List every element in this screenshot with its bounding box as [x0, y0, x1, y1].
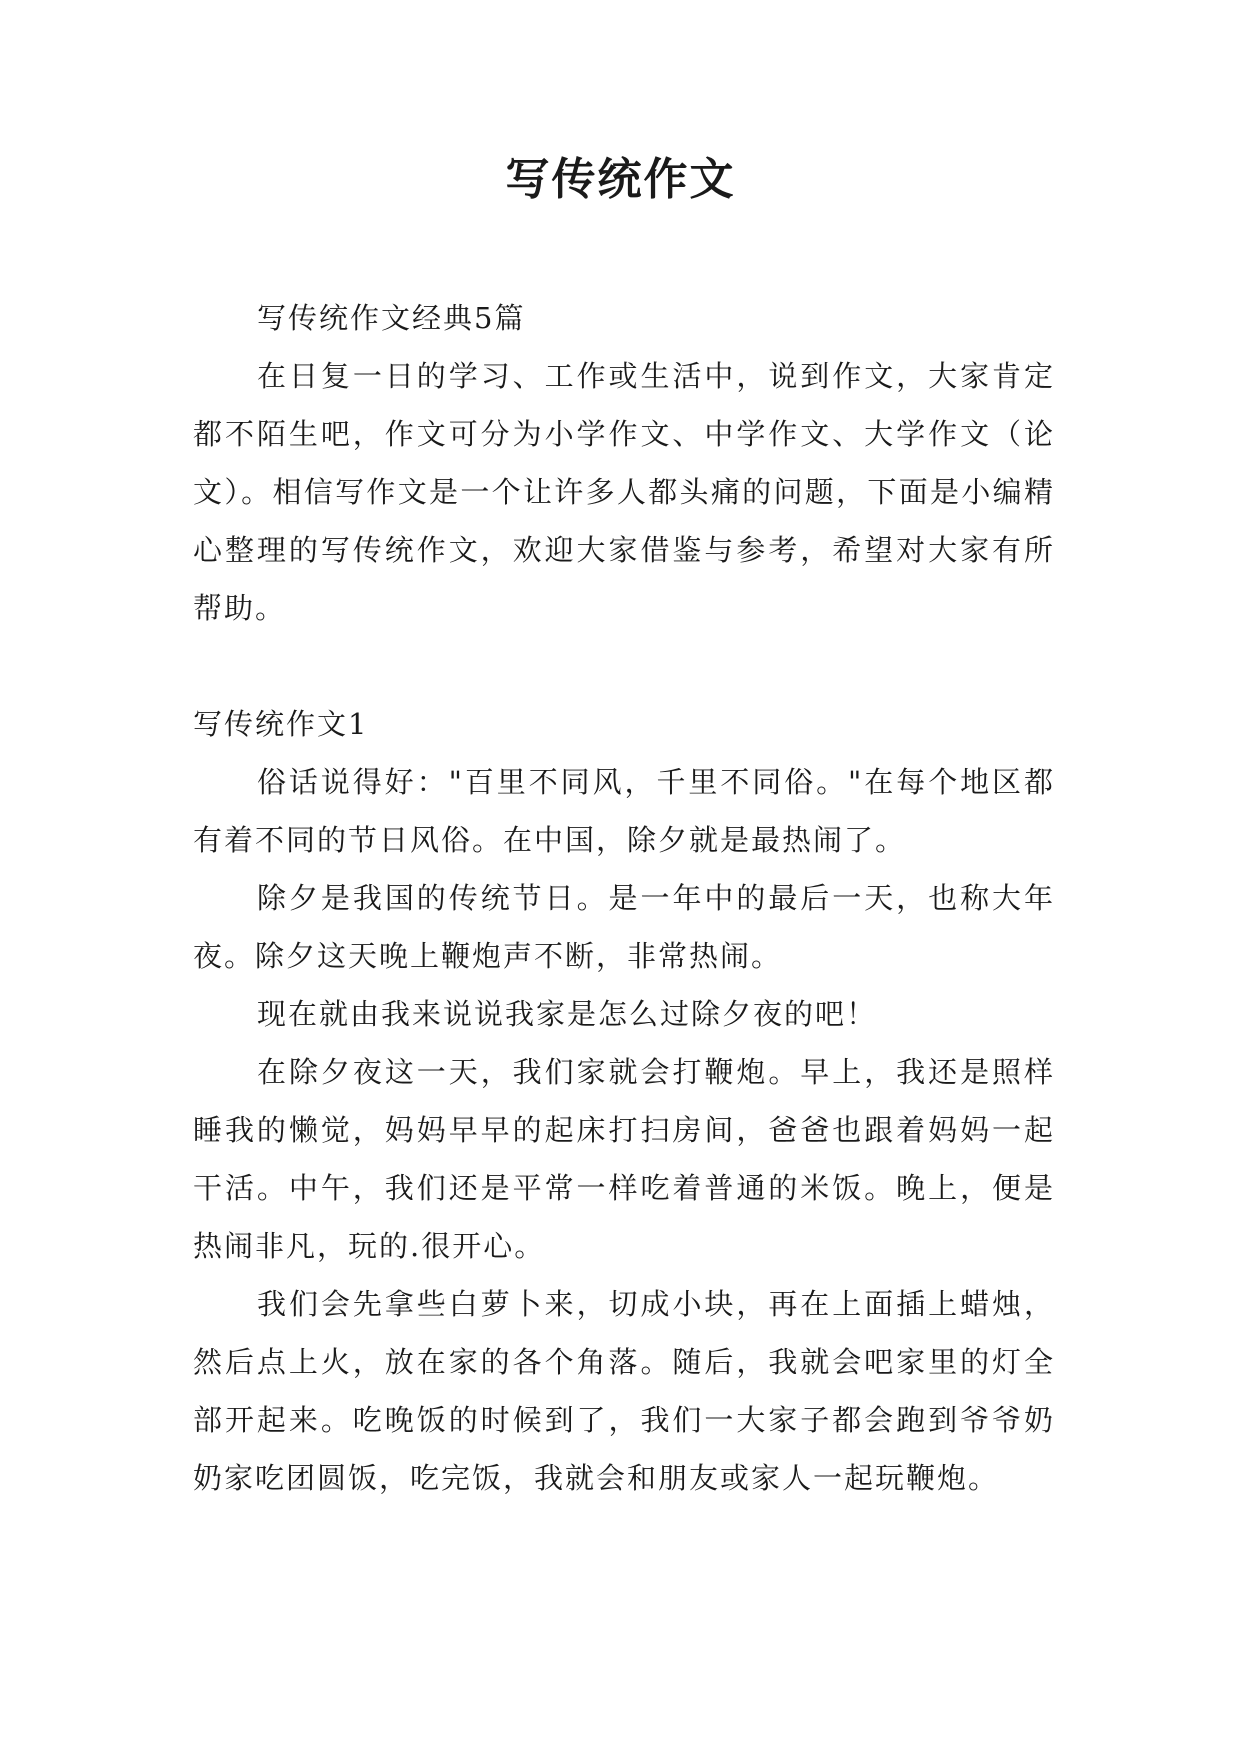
document-body	[193, 289, 1055, 1507]
essay-paragraph: 在除夕夜这一天，我们家就会打鞭炮。早上，我还是照样睡我的懒觉，妈妈早早的起床打扫房间，爸爸也跟着妈妈一起干活。中午，我们还是平常一样吃着普通的米饭。晚上，便是热闹非凡，玩的.很开心。	[193, 1055, 1055, 1263]
intro-heading: 写传统作文经典5篇	[257, 301, 526, 335]
essay-heading: 写传统作文1	[193, 707, 369, 741]
essay-paragraph: 现在就由我来说说我家是怎么过除夕夜的吧！	[257, 997, 878, 1031]
essay-paragraph: 除夕是我国的传统节日。是一年中的最后一天，也称大年夜。除夕这天晚上鞭炮声不断，非常热闹。	[193, 881, 1055, 973]
essay-paragraph: 俗话说得好："百里不同风，千里不同俗。"在每个地区都有着不同的节日风俗。在中国，除夕就是最热闹了。	[193, 765, 1055, 857]
document-title: 写传统作文	[505, 154, 736, 205]
essay-paragraph: 我们会先拿些白萝卜来，切成小块，再在上面插上蜡烛，然后点上火，放在家的各个角落。随后，我就会吧家里的灯全部开起来。吃晚饭的时候到了，我们一大家子都会跑到爷爷奶奶家吃团圆饭，吃完饭，我就会和朋友或家人一起玩鞭炮。	[193, 1287, 1055, 1495]
intro-paragraph: 在日复一日的学习、工作或生活中，说到作文，大家肯定都不陌生吧，作文可分为小学作文、中学作文、大学作文（论文）。相信写作文是一个让许多人都头痛的问题，下面是小编精心整理的写传统作文，欢迎大家借鉴与参考，希望对大家有所帮助。	[193, 359, 1055, 625]
